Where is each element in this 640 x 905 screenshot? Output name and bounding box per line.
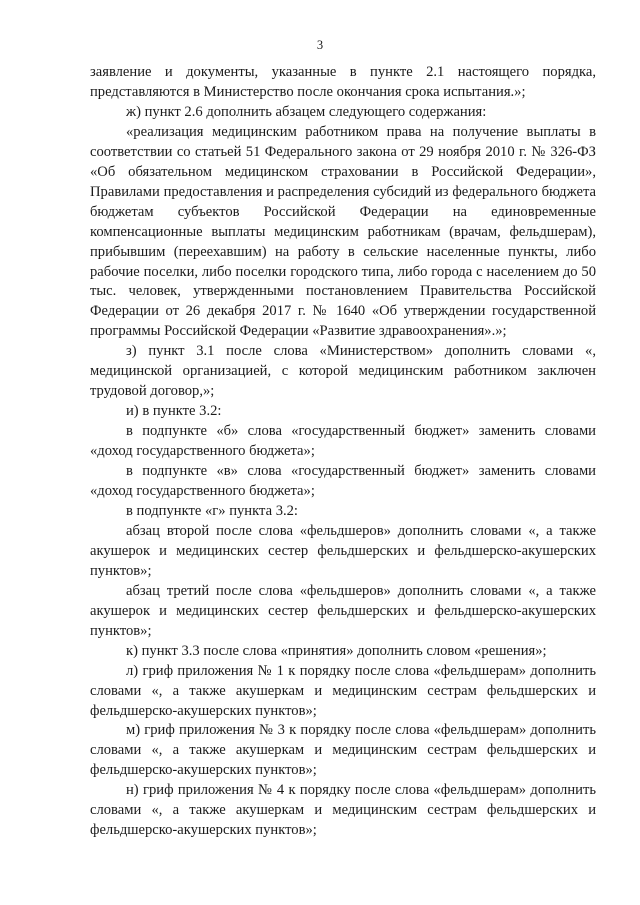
paragraph-subitem-v: в подпункте «в» слова «государственный бюджет» заменить словами «доход государственного бюджета»; xyxy=(90,463,596,500)
paragraph-item-l: л) гриф приложения № 1 к порядку после слова «фельдшерам» дополнить словами «, а также акушеркам и медицинским сестрам фельдшерских и фельдшерско-акушерских пунктов»; xyxy=(90,662,596,719)
paragraph-abzac-second: абзац второй после слова «фельдшеров» дополнить словами «, а также акушерок и медицинских сестер фельдшерских и фельдшерско-акушерских пунктов»; xyxy=(90,522,596,579)
paragraph-application-documents: заявление и документы, указанные в пункте 2.1 настоящего порядка, представляются в Министерство после окончания срока испытания.»; xyxy=(90,64,596,100)
paragraph-subitem-b: в подпункте «б» слова «государственный бюджет» заменить словами «доход государственного бюджета»; xyxy=(90,423,596,460)
paragraph-item-zh: ж) пункт 2.6 дополнить абзацем следующего содержания: xyxy=(126,103,487,120)
paragraph-abzac-third: абзац третий после слова «фельдшеров» дополнить словами «, а также акушерок и медицинских сестер фельдшерских и фельдшерско-акушерских пунктов»; xyxy=(90,582,596,639)
paragraph-item-z: з) пункт 3.1 после слова «Министерством» дополнить словами «, медицинской организацией, с которой медицинским работником заключен трудовой договор,»; xyxy=(90,343,596,400)
paragraph-item-k: к) пункт 3.3 после слова «принятия» дополнить словом «решения»; xyxy=(126,642,547,659)
paragraph-item-n: н) гриф приложения № 4 к порядку после слова «фельдшерам» дополнить словами «, а также акушеркам и медицинским сестрам фельдшерских и фельдшерско-акушерских пунктов»; xyxy=(90,782,596,839)
paragraph-subitem-g: в подпункте «г» пункта 3.2: xyxy=(126,502,298,519)
paragraph-quoted-addition: «реализация медицинским работником права на получение выплаты в соответствии со статьей 51 Федерального закона от 29 ноября 2010 г. № 326-ФЗ «Об обязательном медицинском страховании в Российской Федерации», Правилами предоставления и распределения субсидий из федерального бюджета бюджетам субъектов Российской Федерации на единовременные компенсационные выплаты медицинским работникам (врачам, фельдшерам), прибывшим (переехавшим) на работу в сельские населенные пункты, либо рабочие поселки, либо поселки городского типа, либо города с населением до 50 тыс. человек, утвержденными постановлением Правительства Российской Федерации от 26 декабря 2017 г. № 1640 «Об утверждении государственной программы Российской Федерации «Развитие здравоохранения».»; xyxy=(90,123,596,340)
page-number: 3 xyxy=(316,38,324,52)
document-body xyxy=(90,63,596,841)
paragraph-item-i: и) в пункте 3.2: xyxy=(126,403,222,420)
paragraph-item-m: м) гриф приложения № 3 к порядку после слова «фельдшерам» дополнить словами «, а также акушеркам и медицинским сестрам фельдшерских и фельдшерско-акушерских пунктов»; xyxy=(90,722,596,779)
